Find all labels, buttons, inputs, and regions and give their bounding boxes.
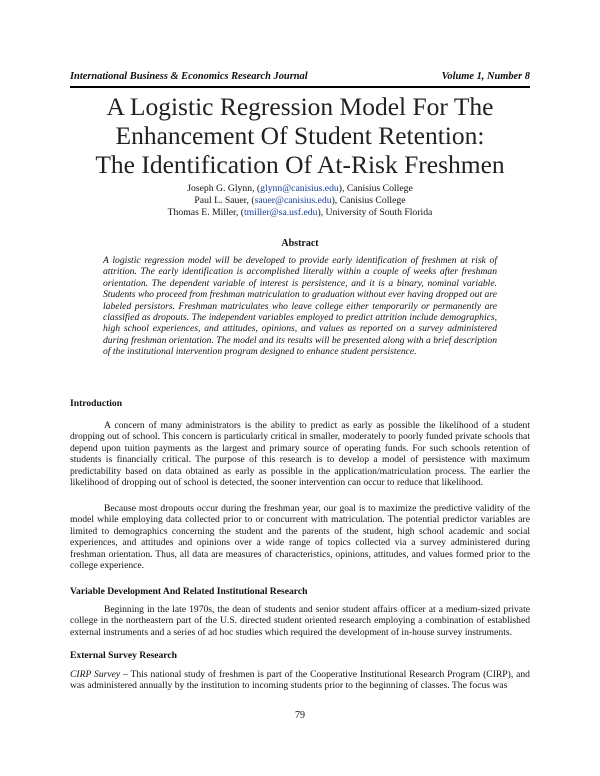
page-number: 79 <box>295 710 305 721</box>
section-heading-introduction: Introduction <box>70 398 123 409</box>
running-header <box>70 71 530 82</box>
variable-paragraph-1: Beginning in the late 1970s, the dean of students and senior student affairs officer at a medium-sized private college in the northeastern part of the U.S. directed student oriented research employing a combination of established external instruments and a series of ad hoc studies which required the development of in-house survey instruments. <box>70 604 530 638</box>
abstract-text: A logistic regression model will be developed to provide early identification of freshmen at risk of attrition. The early identification is accomplished literally within a couple of weeks after freshman orientation. The dependent variable of interest is persistence, and it is a binary, nominal variable. Students who proceed from freshman matriculation to graduation without ever having dropped out are labeled persistors. Freshman matriculates who leave college either temporarily or permanently are classified as dropouts. The independent variables employed to predict attrition include demographics, high school experiences, and attitudes, opinions, and values as reported on a survey administered during freshman orientation. The model and its results will be presented along with a brief description of the institutional intervention program designed to enhance student persistence. <box>103 255 497 358</box>
cirp-label: CIRP Survey <box>70 669 121 680</box>
intro-paragraph-1: A concern of many administrators is the ability to predict as early as possible the likelihood of a student dropping out of school. This concern is particularly critical in smaller, moderately to poorly funded private schools that depend upon tuition payments as the largest and primary source of operating funds. For such schools retention of students is financially critical. The purpose of this research is to develop a model of persistence with maximum predictability based on data obtained as early as possible in the application/matriculation process. The earlier the likelihood of dropping out of school is detected, the sooner intervention can occur to reduce that likelihood. <box>70 420 530 489</box>
cirp-paragraph <box>70 669 530 692</box>
author-affiliation: ), Canisius College <box>338 183 413 194</box>
author-name: Paul L. Sauer, ( <box>194 195 255 207</box>
journal-name: International Business & Economics Research Journal <box>70 71 308 82</box>
author-name: Thomas E. Miller, ( <box>167 207 244 219</box>
intro-paragraph-2: Because most dropouts occur during the freshman year, our goal is to maximize the predictive validity of the model while employing data collected prior to or concurrent with matriculation. The potential predictor variables are limited to demographics concerning the student and the parents of the student, high school academic and social experiences, and attitudes and opinions over a wide range of topics collected via a survey administered during freshman orientation. Thus, all data are measures of characteristics, opinions, attitudes, and values formed prior to the college experience. <box>70 503 530 572</box>
author-affiliation: ), Canisius College <box>331 195 406 207</box>
author-line <box>40 195 560 207</box>
paper-title <box>40 92 560 179</box>
author-affiliation: ), University of South Florida <box>317 207 433 219</box>
author-list <box>40 183 560 220</box>
section-heading-variable-development: Variable Development And Related Institutional Research <box>70 586 308 597</box>
volume-number: Volume 1, Number 8 <box>441 71 530 82</box>
abstract-heading: Abstract <box>281 238 319 249</box>
title-line: Enhancement Of Student Retention: <box>115 121 485 150</box>
author-email-link[interactable]: sauer@canisius.edu <box>254 195 332 207</box>
section-heading-external-survey: External Survey Research <box>70 650 177 661</box>
header-rule <box>70 86 530 88</box>
title-line: The Identification Of At-Risk Freshmen <box>95 150 505 179</box>
author-name: Joseph G. Glynn, ( <box>187 183 261 194</box>
title-line: A Logistic Regression Model For The <box>106 92 494 121</box>
author-email-link[interactable]: glynn@canisius.edu <box>260 183 339 194</box>
author-email-link[interactable]: tmiller@sa.usf.edu <box>243 207 318 219</box>
cirp-text: – This national study of freshmen is part of the Cooperative Institutional Research Program (CIRP), and was administered annually by the institution to incoming students prior to the beginning of classes. The focus was <box>70 669 530 692</box>
author-line <box>40 207 560 219</box>
author-line <box>40 183 560 195</box>
